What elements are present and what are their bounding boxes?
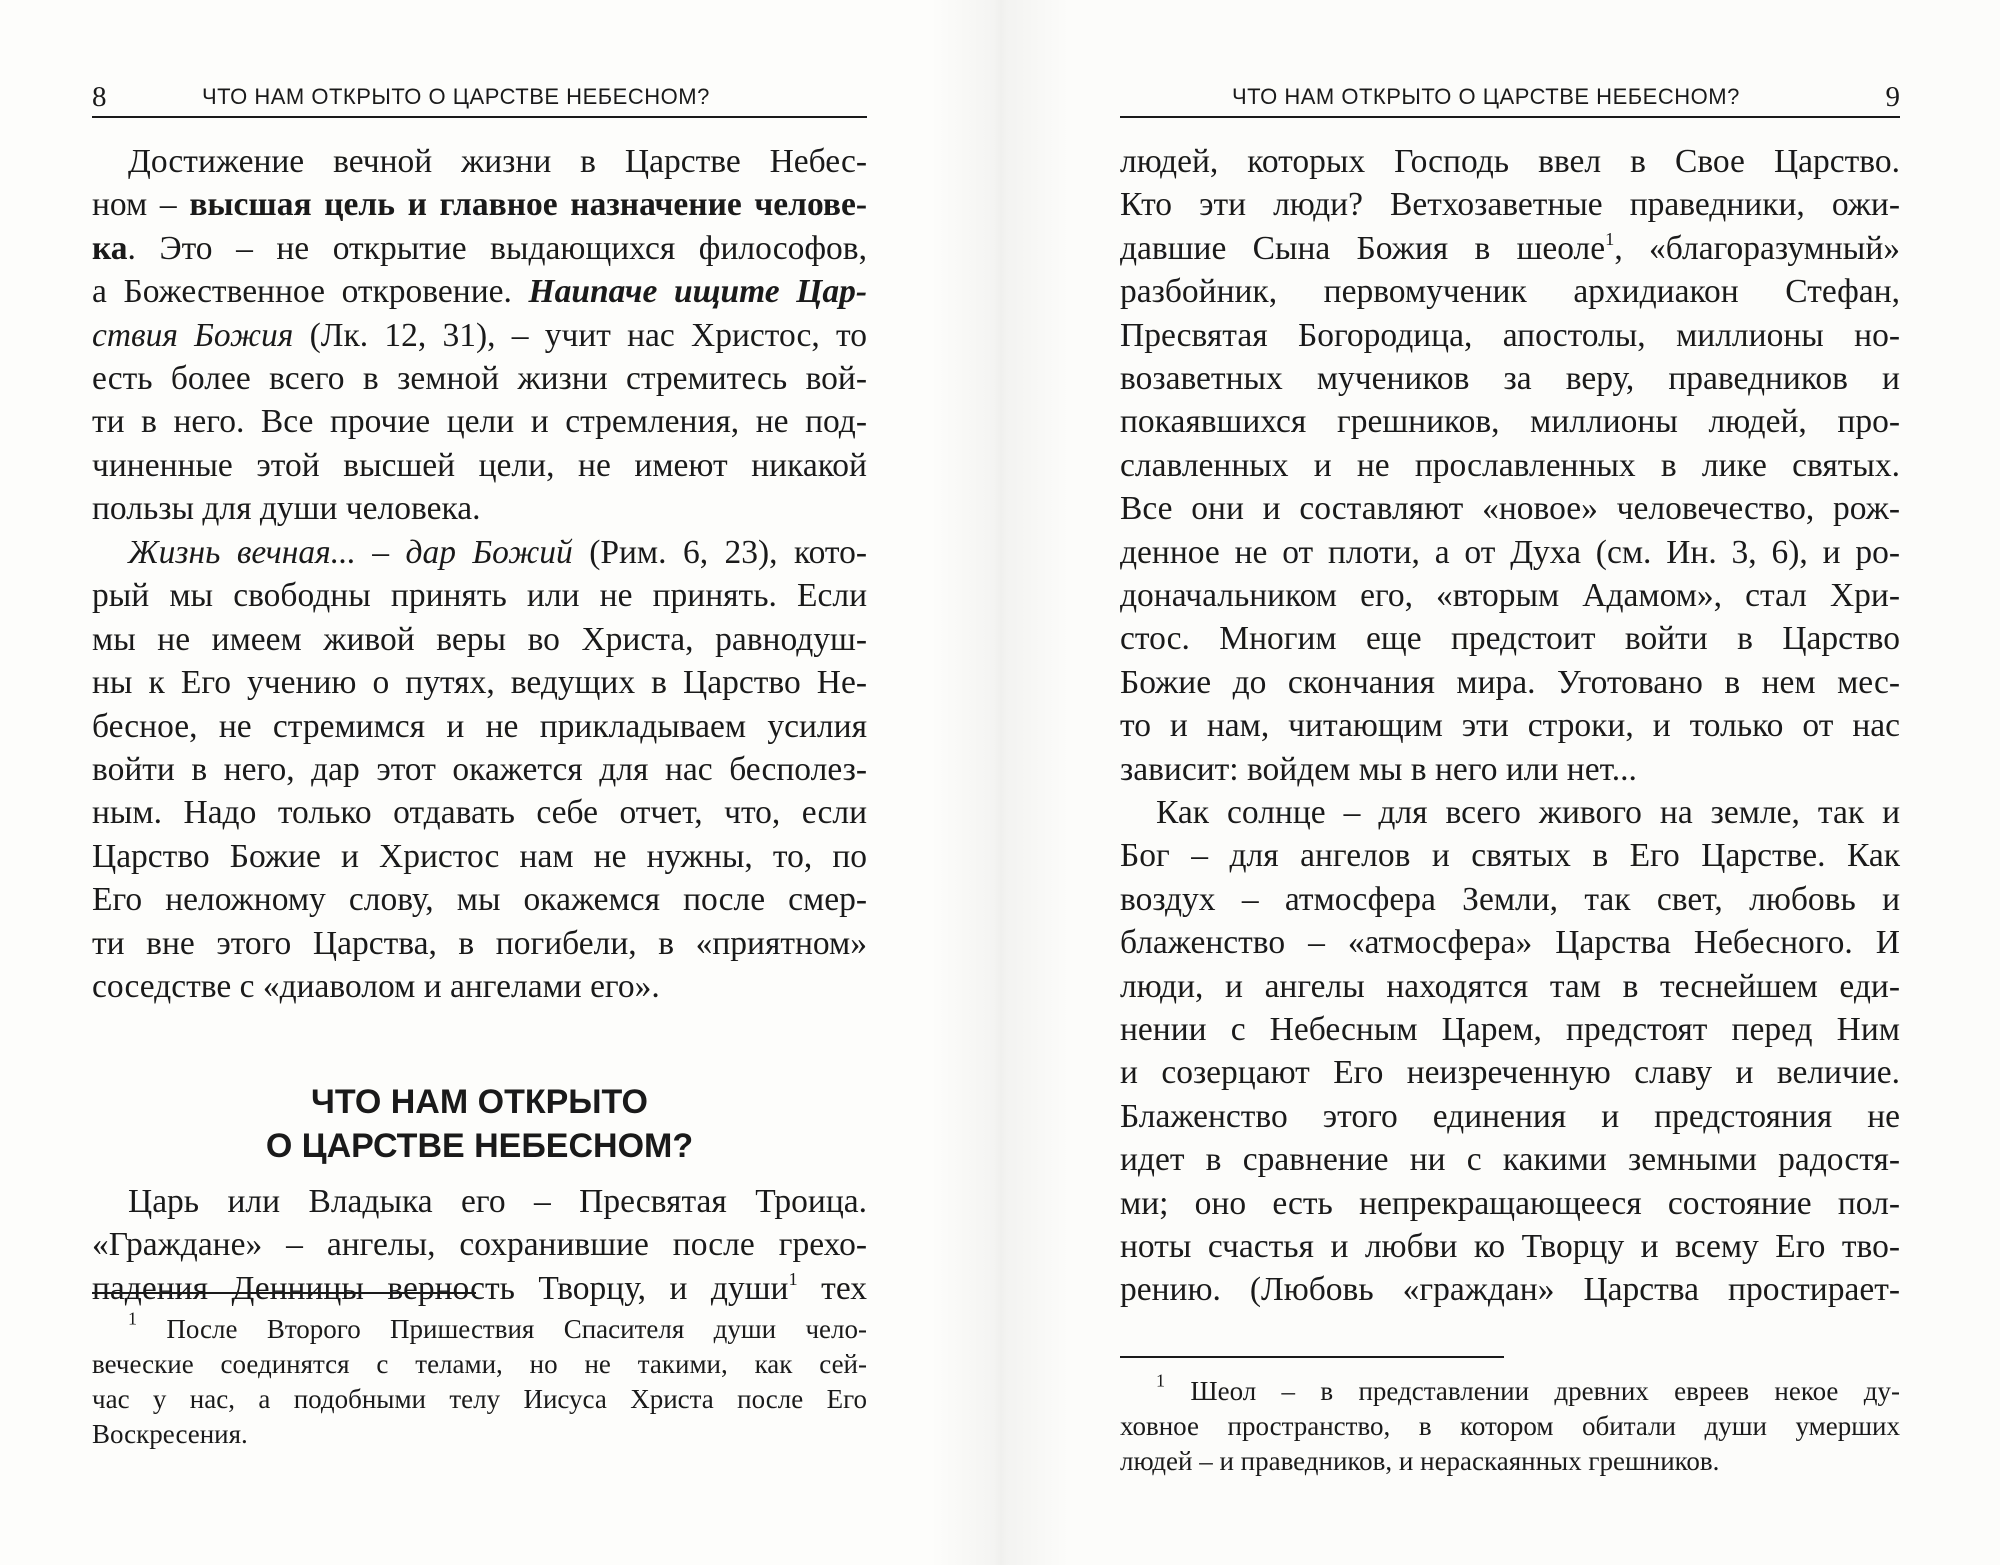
bold-italic-span: Наипаче ищите Цар-	[528, 273, 867, 311]
text-line	[92, 1267, 867, 1310]
text-line: ным. Надо только отдавать себе отчет, что, если	[92, 794, 867, 832]
footnote-line: час у нас, а подобными телу Иисуса Христа после Его	[92, 1384, 867, 1414]
text-line: зависит: войдем мы в него или нет...	[1120, 750, 1637, 788]
text-line	[1120, 227, 1900, 270]
text-span: , «благоразумный»	[1614, 229, 1900, 267]
left-paragraph-3	[92, 1180, 867, 1310]
text-line: стос. Многим еще предстоит войти в Царство	[1120, 620, 1900, 658]
text-line: покаявшихся грешников, миллионы людей, про-	[1120, 403, 1900, 441]
text-span: падения Денницы верность Творцу, и души	[92, 1269, 789, 1307]
footnote-line: ховное пространство, в котором обитали души умерших	[1120, 1411, 1900, 1441]
text-line: ти вне этого Царства, в погибели, в «приятном»	[92, 924, 867, 962]
footnote-ref: 1	[1605, 229, 1615, 249]
text-line: соседстве с «диаволом и ангелами его».	[92, 968, 660, 1006]
text-line: Царство Божие и Христос нам не нужны, то, по	[92, 837, 867, 875]
text-span: ном –	[92, 186, 190, 224]
footnote-rule-left	[92, 1292, 476, 1294]
footnote-mark: 1	[1156, 1370, 1165, 1391]
text-line: люди, и ангелы находятся там в теснейшем еди-	[1120, 967, 1900, 1005]
text-line: Как солнце – для всего живого на земле, так и	[1156, 794, 1900, 831]
footnote-line: веческие соединятся с телами, но не такими, как сей-	[92, 1349, 867, 1379]
bold-span: высшая цель и главное назначение челове-	[189, 186, 867, 224]
text-line: доначальником его, «вторым Адамом», стал Хри-	[1120, 577, 1900, 615]
text-line: Все они и составляют «новое» человечество, рож-	[1120, 490, 1900, 528]
running-head-right	[1120, 78, 1900, 118]
right-page	[1000, 0, 2000, 1565]
text-line: Его неложному слову, мы окажемся после смер-	[92, 881, 867, 919]
text-line: рый мы свободны принять или не принять. Если	[92, 577, 867, 615]
text-line: то и нам, читающим эти строки, и только от нас	[1120, 707, 1900, 745]
footnote-left	[92, 1308, 867, 1452]
text-span: тех	[797, 1269, 868, 1307]
text-line: рению. (Любовь «граждан» Царства простирает-	[1120, 1271, 1900, 1309]
text-line	[92, 227, 867, 270]
running-head-title-left: ЧТО НАМ ОТКРЫТО О ЦАРСТВЕ НЕБЕСНОМ?	[202, 84, 710, 109]
page-number-left: 8	[92, 81, 107, 113]
text-line: разбойник, первомученик архидиакон Стефан,	[1120, 273, 1900, 311]
footnote-mark: 1	[128, 1308, 137, 1329]
footnote-right	[1120, 1370, 1900, 1479]
text-line: бесное, не стремимся и не прикладываем усилия	[92, 707, 867, 745]
text-line: идет в сравнение ни с какими земными радостя-	[1120, 1141, 1900, 1179]
text-line: блаженство – «атмосфера» Царства Небесного. И	[1120, 924, 1900, 962]
text-line	[92, 531, 867, 574]
text-line: Пресвятая Богородица, апостолы, миллионы но-	[1120, 316, 1900, 354]
footnote-line: Воскресения.	[92, 1419, 248, 1449]
text-line: людей, которых Господь ввел в Свое Царство.	[1120, 143, 1900, 180]
text-line: денное не от плоти, а от Духа (см. Ин. 3, 6), и ро-	[1120, 533, 1900, 571]
text-line: Божие до скончания мира. Уготовано в нем мес-	[1120, 663, 1900, 701]
text-line: Царь или Владыка его – Пресвятая Троица.	[128, 1183, 867, 1220]
bold-span: ка	[92, 229, 128, 267]
right-paragraph-2	[1120, 791, 1900, 1312]
text-line: и созерцают Его неизреченную славу и величие.	[1120, 1054, 1900, 1092]
text-span: После Второго Пришествия Спасителя души чело-	[137, 1314, 867, 1344]
left-paragraph-2	[92, 531, 867, 1008]
footnote-rule-right	[1120, 1356, 1504, 1358]
text-line: войти в него, дар этот окажется для нас бесполез-	[92, 751, 867, 789]
text-line: мы не имеем живой веры во Христа, равнодуш-	[92, 620, 867, 658]
text-line	[92, 270, 867, 313]
text-span: давшие Сына Божия в шеоле	[1120, 229, 1606, 267]
section-heading-line-2: О ЦАРСТВЕ НЕБЕСНОМ?	[265, 1127, 694, 1165]
text-line: ми; оно есть непрекращающееся состояние пол-	[1120, 1184, 1900, 1222]
text-line: Кто эти люди? Ветхозаветные праведники, ожи-	[1120, 186, 1900, 224]
text-span: . Это – не открытие выдающихся философов,	[127, 229, 867, 267]
text-line: чиненные этой высшей цели, не имеют никакой	[92, 446, 867, 484]
text-line: славленных и не прославленных в лике святых.	[1120, 446, 1900, 484]
left-paragraph-1	[92, 140, 867, 531]
section-heading-line-1: ЧТО НАМ ОТКРЫТО	[311, 1083, 648, 1121]
page-number-right: 9	[1885, 81, 1900, 113]
section-heading	[92, 1080, 867, 1168]
text-line: ноты счастья и любви ко Творцу и всему Его тво-	[1120, 1228, 1900, 1266]
text-line: пользы для души человека.	[92, 490, 481, 528]
footnote-line	[1120, 1370, 1900, 1409]
footnote-line	[92, 1308, 867, 1347]
text-line: «Граждане» – ангелы, сохранившие после грехо-	[92, 1226, 867, 1264]
text-line: Бог – для ангелов и святых в Его Царстве. Как	[1120, 837, 1900, 875]
text-line: есть более всего в земной жизни стремитесь вой-	[92, 360, 867, 398]
text-line: ти в него. Все прочие цели и стремления, не под-	[92, 403, 867, 441]
running-head-title-right: ЧТО НАМ ОТКРЫТО О ЦАРСТВЕ НЕБЕСНОМ?	[1232, 84, 1740, 109]
italic-span: Жизнь вечная... – дар Божий	[128, 534, 573, 571]
text-line: возаветных мучеников за веру, праведников и	[1120, 360, 1900, 398]
text-line: ны к Его учению о путях, ведущих в Царство Не-	[92, 664, 867, 702]
right-paragraph-1	[1120, 140, 1900, 791]
text-line: нении с Небесным Царем, предстоят перед Ним	[1120, 1011, 1900, 1049]
text-span: а Божественное откровение.	[92, 273, 529, 311]
book-gutter	[930, 0, 1070, 1565]
text-span: Шеол – в представлении древних евреев некое ду-	[1165, 1376, 1900, 1406]
footnote-ref: 1	[788, 1269, 798, 1289]
text-line: воздух – атмосфера Земли, так свет, любовь и	[1120, 880, 1900, 918]
text-span: (Рим. 6, 23), кото-	[572, 534, 868, 571]
text-line: Достижение вечной жизни в Царстве Небес-	[128, 143, 867, 180]
italic-span: ствия Божия	[92, 316, 294, 354]
text-line: Блаженство этого единения и предстояния не	[1120, 1097, 1900, 1135]
running-head-left	[92, 78, 867, 118]
footnote-line: людей – и праведников, и нераскаянных грешников.	[1120, 1446, 1720, 1476]
text-line	[92, 183, 867, 226]
text-line	[92, 314, 867, 357]
text-span: (Лк. 12, 31), – учит нас Христос, то	[293, 316, 867, 354]
